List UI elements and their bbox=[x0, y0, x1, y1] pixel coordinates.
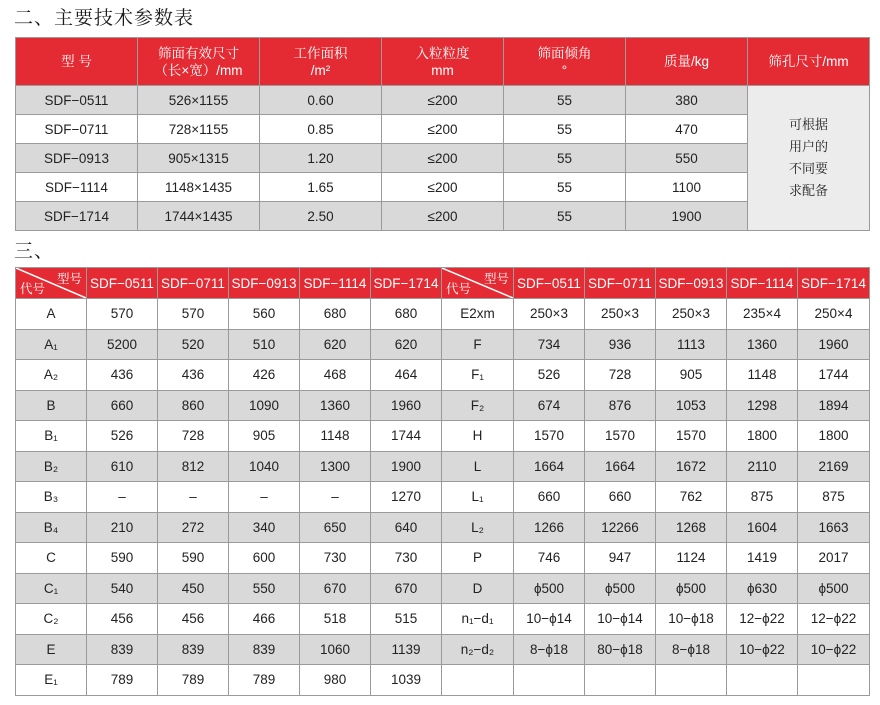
table-cell: 0.60 bbox=[260, 86, 382, 115]
table-row bbox=[16, 144, 870, 173]
table-cell: 1298 bbox=[727, 390, 798, 421]
table-cell: 210 bbox=[87, 512, 158, 543]
table-cell: 1570 bbox=[514, 421, 585, 452]
table-cell: 1053 bbox=[656, 390, 727, 421]
model-header: SDF−1714 bbox=[798, 268, 870, 299]
model-header: SDF−0913 bbox=[656, 268, 727, 299]
table-cell: 470 bbox=[626, 115, 748, 144]
table-cell: 905 bbox=[229, 421, 300, 452]
row-code: n₂−d₂ bbox=[442, 634, 514, 665]
table-cell: 8−ϕ18 bbox=[514, 634, 585, 665]
table-cell: 340 bbox=[229, 512, 300, 543]
table-cell: 730 bbox=[371, 543, 442, 574]
row-code: B₄ bbox=[16, 512, 87, 543]
column-header: 工作面积 /m² bbox=[260, 38, 382, 86]
table-cell: 10−ϕ18 bbox=[656, 604, 727, 635]
corner-model-label: 型号 bbox=[483, 272, 509, 286]
table-row bbox=[16, 360, 870, 391]
table-cell: 1360 bbox=[300, 390, 371, 421]
table-cell: 520 bbox=[158, 329, 229, 360]
table-cell: 2110 bbox=[727, 451, 798, 482]
table-cell: 789 bbox=[158, 665, 229, 696]
table-cell: – bbox=[87, 482, 158, 513]
model-header: SDF−1114 bbox=[300, 268, 371, 299]
table-cell: – bbox=[300, 482, 371, 513]
table-cell: 1664 bbox=[514, 451, 585, 482]
table-cell: 670 bbox=[300, 573, 371, 604]
table-cell: 1604 bbox=[727, 512, 798, 543]
column-header: 质量/kg bbox=[626, 38, 748, 86]
table-cell: 1744 bbox=[371, 421, 442, 452]
table-cell: 2169 bbox=[798, 451, 870, 482]
table-cell: 1672 bbox=[656, 451, 727, 482]
table-cell: 1570 bbox=[656, 421, 727, 452]
table-cell: 2.50 bbox=[260, 202, 382, 231]
table-cell: 464 bbox=[371, 360, 442, 391]
table-cell: 1113 bbox=[656, 329, 727, 360]
table-cell: 1900 bbox=[371, 451, 442, 482]
dimensions-table bbox=[15, 267, 870, 696]
table-cell: 380 bbox=[626, 86, 748, 115]
table-cell: ϕ500 bbox=[514, 573, 585, 604]
model-header: SDF−0711 bbox=[158, 268, 229, 299]
model-header: SDF−0913 bbox=[229, 268, 300, 299]
table-cell bbox=[585, 665, 656, 696]
table-cell: SDF−0511 bbox=[16, 86, 138, 115]
table-cell: 8−ϕ18 bbox=[656, 634, 727, 665]
table-cell bbox=[727, 665, 798, 696]
table-cell: 875 bbox=[727, 482, 798, 513]
table-row bbox=[16, 512, 870, 543]
table-row bbox=[16, 390, 870, 421]
table-cell: ≤200 bbox=[382, 86, 504, 115]
row-code: C₁ bbox=[16, 573, 87, 604]
table-cell: 789 bbox=[87, 665, 158, 696]
row-code: H bbox=[442, 421, 514, 452]
row-code: E bbox=[16, 634, 87, 665]
table-cell: 5200 bbox=[87, 329, 158, 360]
table-cell: 1663 bbox=[798, 512, 870, 543]
table-cell: ϕ500 bbox=[585, 573, 656, 604]
table-cell: 670 bbox=[371, 573, 442, 604]
table-cell: 980 bbox=[300, 665, 371, 696]
table-cell: 80−ϕ18 bbox=[585, 634, 656, 665]
table-cell: 660 bbox=[87, 390, 158, 421]
table-cell: 650 bbox=[300, 512, 371, 543]
table-cell: 1419 bbox=[727, 543, 798, 574]
table-cell: 1800 bbox=[798, 421, 870, 452]
row-code: B bbox=[16, 390, 87, 421]
section-3-title: 三、 bbox=[14, 240, 55, 262]
corner-header bbox=[442, 268, 514, 299]
table-cell: 272 bbox=[158, 512, 229, 543]
model-header: SDF−0711 bbox=[585, 268, 656, 299]
table-cell: 560 bbox=[229, 299, 300, 330]
table2-header-row bbox=[16, 268, 870, 299]
row-code: E2xm bbox=[442, 299, 514, 330]
row-code: A₂ bbox=[16, 360, 87, 391]
table-row bbox=[16, 665, 870, 696]
table-cell: 250×3 bbox=[656, 299, 727, 330]
table-row bbox=[16, 299, 870, 330]
table-cell: 10−ϕ14 bbox=[585, 604, 656, 635]
row-code: L₂ bbox=[442, 512, 514, 543]
table-row bbox=[16, 482, 870, 513]
table-cell: 1270 bbox=[371, 482, 442, 513]
row-code: F₂ bbox=[442, 390, 514, 421]
table-cell: 680 bbox=[371, 299, 442, 330]
table-row bbox=[16, 451, 870, 482]
table-cell: 1100 bbox=[626, 173, 748, 202]
table-cell: SDF−1714 bbox=[16, 202, 138, 231]
table-cell: 456 bbox=[87, 604, 158, 635]
table-cell: 620 bbox=[371, 329, 442, 360]
table-cell: 1268 bbox=[656, 512, 727, 543]
table-cell: 1040 bbox=[229, 451, 300, 482]
table-row bbox=[16, 173, 870, 202]
row-code: B₃ bbox=[16, 482, 87, 513]
table-cell: ≤200 bbox=[382, 115, 504, 144]
table-cell: 250×4 bbox=[798, 299, 870, 330]
table-cell: 55 bbox=[504, 144, 626, 173]
table-cell: 55 bbox=[504, 86, 626, 115]
table-cell: 590 bbox=[158, 543, 229, 574]
table-cell: 1300 bbox=[300, 451, 371, 482]
table-cell: 468 bbox=[300, 360, 371, 391]
table-cell: 734 bbox=[514, 329, 585, 360]
table-cell: 1.65 bbox=[260, 173, 382, 202]
table-cell: 728×1155 bbox=[138, 115, 260, 144]
table-cell: 1060 bbox=[300, 634, 371, 665]
table-cell: – bbox=[229, 482, 300, 513]
table-cell: 570 bbox=[87, 299, 158, 330]
table-row bbox=[16, 86, 870, 115]
table-cell: SDF−0711 bbox=[16, 115, 138, 144]
row-code: B₂ bbox=[16, 451, 87, 482]
table-cell: 762 bbox=[656, 482, 727, 513]
table-row bbox=[16, 573, 870, 604]
table-cell: 570 bbox=[158, 299, 229, 330]
row-code: L bbox=[442, 451, 514, 482]
table-cell: 456 bbox=[158, 604, 229, 635]
table-cell: 1148×1435 bbox=[138, 173, 260, 202]
table-row bbox=[16, 115, 870, 144]
table-cell: ≤200 bbox=[382, 173, 504, 202]
table-cell: 728 bbox=[158, 421, 229, 452]
table-cell: 10−ϕ22 bbox=[798, 634, 870, 665]
table-row bbox=[16, 421, 870, 452]
table-cell: 12266 bbox=[585, 512, 656, 543]
table-cell: 2017 bbox=[798, 543, 870, 574]
table-cell: 0.85 bbox=[260, 115, 382, 144]
row-code: F bbox=[442, 329, 514, 360]
table-cell: 640 bbox=[371, 512, 442, 543]
table-cell: 1148 bbox=[300, 421, 371, 452]
table-cell: 450 bbox=[158, 573, 229, 604]
table-cell: 1744 bbox=[798, 360, 870, 391]
table-cell: 250×3 bbox=[585, 299, 656, 330]
row-code: B₁ bbox=[16, 421, 87, 452]
table-cell: ϕ500 bbox=[798, 573, 870, 604]
table-cell bbox=[514, 665, 585, 696]
table-cell: 936 bbox=[585, 329, 656, 360]
table-cell: 55 bbox=[504, 173, 626, 202]
table-cell: 1266 bbox=[514, 512, 585, 543]
table-cell: 526×1155 bbox=[138, 86, 260, 115]
table-cell: 515 bbox=[371, 604, 442, 635]
table-cell: 600 bbox=[229, 543, 300, 574]
row-code: C bbox=[16, 543, 87, 574]
model-header: SDF−1114 bbox=[727, 268, 798, 299]
table-cell: 55 bbox=[504, 202, 626, 231]
table-row bbox=[16, 202, 870, 231]
table-row bbox=[16, 329, 870, 360]
table-cell: 1664 bbox=[585, 451, 656, 482]
table-cell: 426 bbox=[229, 360, 300, 391]
table-cell: 905 bbox=[656, 360, 727, 391]
table-row bbox=[16, 604, 870, 635]
table-cell: 518 bbox=[300, 604, 371, 635]
table-cell: 1039 bbox=[371, 665, 442, 696]
model-header: SDF−0511 bbox=[514, 268, 585, 299]
table-cell: 860 bbox=[158, 390, 229, 421]
section-2-title: 二、主要技术参数表 bbox=[14, 7, 195, 29]
table-cell: ≤200 bbox=[382, 144, 504, 173]
table-cell: ≤200 bbox=[382, 202, 504, 231]
corner-header bbox=[16, 268, 87, 299]
row-code: n₁−d₁ bbox=[442, 604, 514, 635]
table-cell: 660 bbox=[514, 482, 585, 513]
table-cell: 550 bbox=[229, 573, 300, 604]
row-code: A₁ bbox=[16, 329, 87, 360]
corner-code-label: 代号 bbox=[20, 282, 46, 296]
table-cell: 550 bbox=[626, 144, 748, 173]
table-cell: 1360 bbox=[727, 329, 798, 360]
table-cell: 875 bbox=[798, 482, 870, 513]
corner-code-label: 代号 bbox=[446, 282, 472, 296]
table2-body bbox=[16, 299, 870, 696]
row-code: C₂ bbox=[16, 604, 87, 635]
table-cell: 436 bbox=[158, 360, 229, 391]
table-cell: 235×4 bbox=[727, 299, 798, 330]
model-header: SDF−0511 bbox=[87, 268, 158, 299]
table-cell: 680 bbox=[300, 299, 371, 330]
table-cell: 660 bbox=[585, 482, 656, 513]
table-cell: 905×1315 bbox=[138, 144, 260, 173]
table-cell: 1960 bbox=[371, 390, 442, 421]
table-cell bbox=[656, 665, 727, 696]
table-cell: 540 bbox=[87, 573, 158, 604]
table-cell: 789 bbox=[229, 665, 300, 696]
table-cell: 1570 bbox=[585, 421, 656, 452]
table-cell: 12−ϕ22 bbox=[727, 604, 798, 635]
table-cell: 746 bbox=[514, 543, 585, 574]
table-cell: 55 bbox=[504, 115, 626, 144]
column-header: 入粒粒度 mm bbox=[382, 38, 504, 86]
table-row bbox=[16, 634, 870, 665]
table-cell: 730 bbox=[300, 543, 371, 574]
table-cell: – bbox=[158, 482, 229, 513]
table-cell: 812 bbox=[158, 451, 229, 482]
table-cell: 12−ϕ22 bbox=[798, 604, 870, 635]
table-cell: ϕ630 bbox=[727, 573, 798, 604]
table-cell: 526 bbox=[87, 421, 158, 452]
table1-header-row bbox=[16, 38, 870, 86]
table-cell: 1.20 bbox=[260, 144, 382, 173]
table-cell: 1139 bbox=[371, 634, 442, 665]
table-cell: 1900 bbox=[626, 202, 748, 231]
table-cell bbox=[798, 665, 870, 696]
table-cell: 1800 bbox=[727, 421, 798, 452]
row-code: L₁ bbox=[442, 482, 514, 513]
technical-parameters-table bbox=[15, 37, 870, 231]
corner-model-label: 型号 bbox=[56, 272, 82, 286]
row-code: D bbox=[442, 573, 514, 604]
table-cell: 1744×1435 bbox=[138, 202, 260, 231]
table-row bbox=[16, 543, 870, 574]
table-cell: 436 bbox=[87, 360, 158, 391]
table-cell: 1148 bbox=[727, 360, 798, 391]
table-cell: 876 bbox=[585, 390, 656, 421]
table1-body bbox=[16, 86, 870, 231]
table-cell: 590 bbox=[87, 543, 158, 574]
table-cell: 839 bbox=[87, 634, 158, 665]
table-cell: 250×3 bbox=[514, 299, 585, 330]
table-cell: 947 bbox=[585, 543, 656, 574]
table-cell: 1894 bbox=[798, 390, 870, 421]
table-cell: 466 bbox=[229, 604, 300, 635]
table-cell: 1960 bbox=[798, 329, 870, 360]
row-code: F₁ bbox=[442, 360, 514, 391]
table-cell: 610 bbox=[87, 451, 158, 482]
table-cell: 10−ϕ14 bbox=[514, 604, 585, 635]
column-header: 筛面倾角 ° bbox=[504, 38, 626, 86]
model-header: SDF−1714 bbox=[371, 268, 442, 299]
table-cell: 728 bbox=[585, 360, 656, 391]
column-header: 筛面有效尺寸 （长×宽）/mm bbox=[138, 38, 260, 86]
table-cell: 620 bbox=[300, 329, 371, 360]
row-code: E₁ bbox=[16, 665, 87, 696]
table-cell: 526 bbox=[514, 360, 585, 391]
table-cell: ϕ500 bbox=[656, 573, 727, 604]
table-cell: 1124 bbox=[656, 543, 727, 574]
table-cell: 10−ϕ22 bbox=[727, 634, 798, 665]
table-cell: 674 bbox=[514, 390, 585, 421]
table-cell: 1090 bbox=[229, 390, 300, 421]
row-code: P bbox=[442, 543, 514, 574]
table-cell: SDF−1114 bbox=[16, 173, 138, 202]
row-code bbox=[442, 665, 514, 696]
mesh-size-note: 可根据 用户的 不同要 求配备 bbox=[748, 86, 870, 231]
column-header: 筛孔尺寸/mm bbox=[748, 38, 870, 86]
table-cell: SDF−0913 bbox=[16, 144, 138, 173]
table-cell: 510 bbox=[229, 329, 300, 360]
column-header: 型 号 bbox=[16, 38, 138, 86]
table-cell: 839 bbox=[158, 634, 229, 665]
row-code: A bbox=[16, 299, 87, 330]
table-cell: 839 bbox=[229, 634, 300, 665]
